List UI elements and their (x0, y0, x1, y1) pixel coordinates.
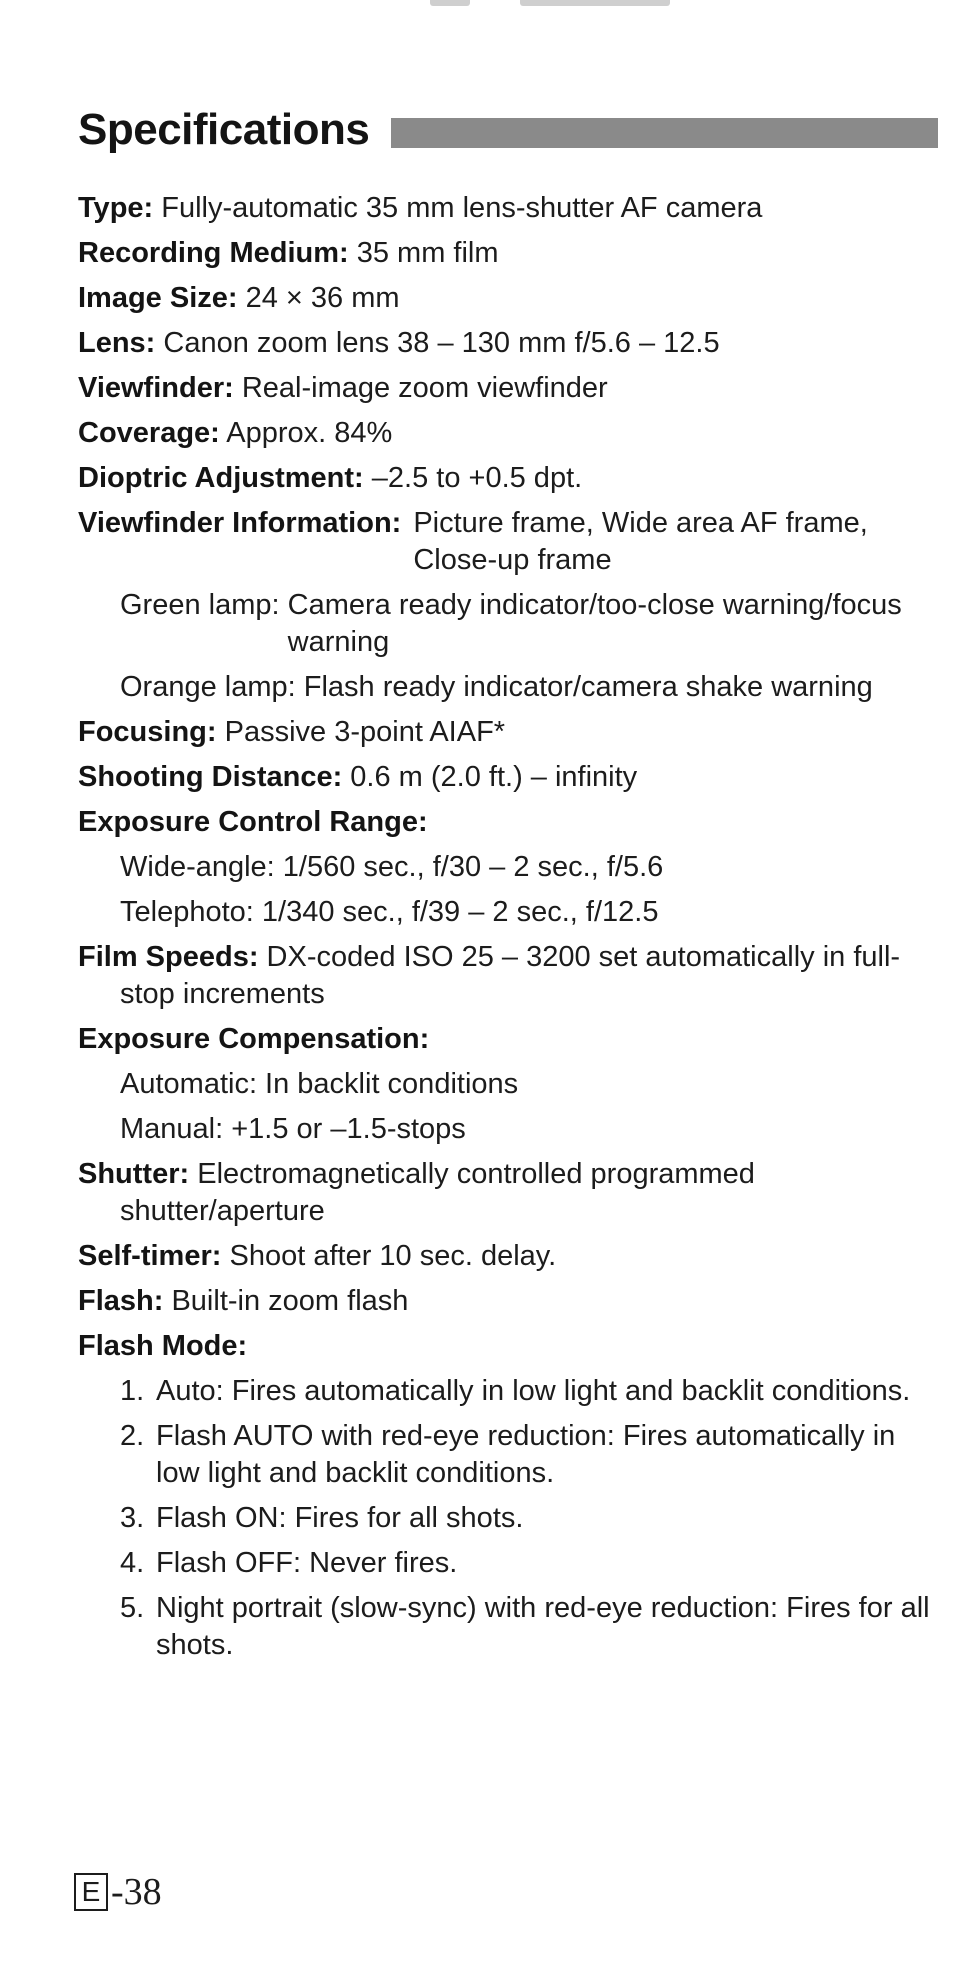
specifications-list (78, 190, 938, 1672)
spec-shutter (78, 1156, 938, 1230)
list-number: 4. (120, 1547, 145, 1579)
spec-orange-lamp (78, 669, 938, 706)
spec-label: Exposure Compensation: (78, 1023, 430, 1055)
list-number: 5. (120, 1592, 145, 1624)
list-item (78, 1545, 938, 1582)
list-number: 1. (120, 1375, 145, 1407)
spec-exposure-control-range (78, 804, 938, 841)
spec-value: 35 mm film (348, 237, 499, 269)
spec-flash-mode (78, 1328, 938, 1365)
spec-value: Shoot after 10 sec. delay. (221, 1240, 557, 1272)
spec-label: Type: (78, 192, 154, 224)
spec-self-timer (78, 1238, 938, 1275)
spec-value: Picture frame, Wide area AF frame, Close-up frame (413, 507, 868, 576)
spec-value: Real-image zoom viewfinder (233, 372, 608, 404)
spec-value: DX-coded ISO 25 – 3200 set automatically in full-stop increments (120, 941, 901, 1010)
list-item (78, 1590, 938, 1664)
lamp-label: Green lamp: (120, 589, 288, 621)
spec-type (78, 190, 938, 227)
spec-label: Film Speeds: (78, 941, 259, 973)
spec-label: Viewfinder: (78, 372, 234, 404)
spec-exposure-compensation (78, 1021, 938, 1058)
page-title: Specifications (78, 105, 370, 154)
list-number: 3. (120, 1502, 145, 1534)
lamp-label: Orange lamp: (120, 671, 304, 703)
spec-value: Fully-automatic 35 mm lens-shutter AF camera (153, 192, 763, 224)
spec-coverage (78, 415, 938, 452)
spec-value: Canon zoom lens 38 – 130 mm f/5.6 – 12.5 (155, 327, 720, 359)
spec-exposure-comp-manual: Manual: +1.5 or –1.5-stops (120, 1113, 466, 1145)
spec-label: Lens: (78, 327, 156, 359)
spec-label: Recording Medium: (78, 237, 349, 269)
spec-focusing (78, 714, 938, 751)
list-text: Flash ON: Fires for all shots. (156, 1502, 524, 1534)
spec-flash (78, 1283, 938, 1320)
list-text: Flash OFF: Never fires. (156, 1547, 458, 1579)
list-item (78, 1373, 938, 1410)
spec-label: Exposure Control Range: (78, 806, 428, 838)
lamp-description: Flash ready indicator/camera shake warning (303, 671, 873, 703)
spec-shooting-distance (78, 759, 938, 796)
list-number: 2. (120, 1420, 145, 1452)
spec-exposure-telephoto: Telephoto: 1/340 sec., f/39 – 2 sec., f/12.5 (120, 896, 659, 928)
lamp-description: Camera ready indicator/too-close warning/focus warning (287, 589, 902, 658)
flash-mode-list (78, 1373, 938, 1664)
spec-label: Shutter: (78, 1158, 190, 1190)
spec-viewfinder (78, 370, 938, 407)
spec-value: Electromagnetically controlled programmed shutter/aperture (120, 1158, 755, 1227)
list-text: Night portrait (slow-sync) with red-eye reduction: Fires for all shots. (156, 1592, 930, 1661)
spec-label: Flash Mode: (78, 1330, 248, 1362)
spec-dioptric-adjustment (78, 460, 938, 497)
list-text: Flash AUTO with red-eye reduction: Fires automatically in low light and backlit conditions. (156, 1420, 896, 1489)
spec-film-speeds (78, 939, 938, 1013)
spec-value: Built-in zoom flash (163, 1285, 409, 1317)
spec-label: Self-timer: (78, 1240, 222, 1272)
list-text: Auto: Fires automatically in low light and backlit conditions. (156, 1375, 911, 1407)
section-header (78, 100, 938, 160)
spec-label: Viewfinder Information: (78, 507, 402, 539)
spec-value: 24 × 36 mm (237, 282, 400, 314)
spec-value: –2.5 to +0.5 dpt. (363, 462, 583, 494)
heading-rule-bar (391, 118, 938, 148)
spec-value: Passive 3-point AIAF* (216, 716, 506, 748)
spec-label: Shooting Distance: (78, 761, 343, 793)
spec-value: 0.6 m (2.0 ft.) – infinity (342, 761, 638, 793)
spec-label: Coverage: (78, 417, 220, 449)
spec-recording-medium (78, 235, 938, 272)
page-footer (74, 1870, 162, 1914)
list-item (78, 1500, 938, 1537)
spec-label: Focusing: (78, 716, 217, 748)
spec-label: Flash: (78, 1285, 164, 1317)
spec-viewfinder-information (78, 505, 938, 579)
spec-green-lamp (78, 587, 938, 661)
spec-label: Dioptric Adjustment: (78, 462, 364, 494)
spec-value: Approx. 84% (219, 417, 393, 449)
spec-image-size (78, 280, 938, 317)
list-item (78, 1418, 938, 1492)
spec-label: Image Size: (78, 282, 238, 314)
language-badge: E (74, 1873, 108, 1911)
spec-exposure-wide-angle: Wide-angle: 1/560 sec., f/30 – 2 sec., f/5.6 (120, 851, 664, 883)
page-number: -38 (111, 1871, 162, 1913)
top-cut-text-fragment (430, 0, 730, 8)
spec-lens (78, 325, 938, 362)
spec-exposure-comp-automatic: Automatic: In backlit conditions (120, 1068, 519, 1100)
